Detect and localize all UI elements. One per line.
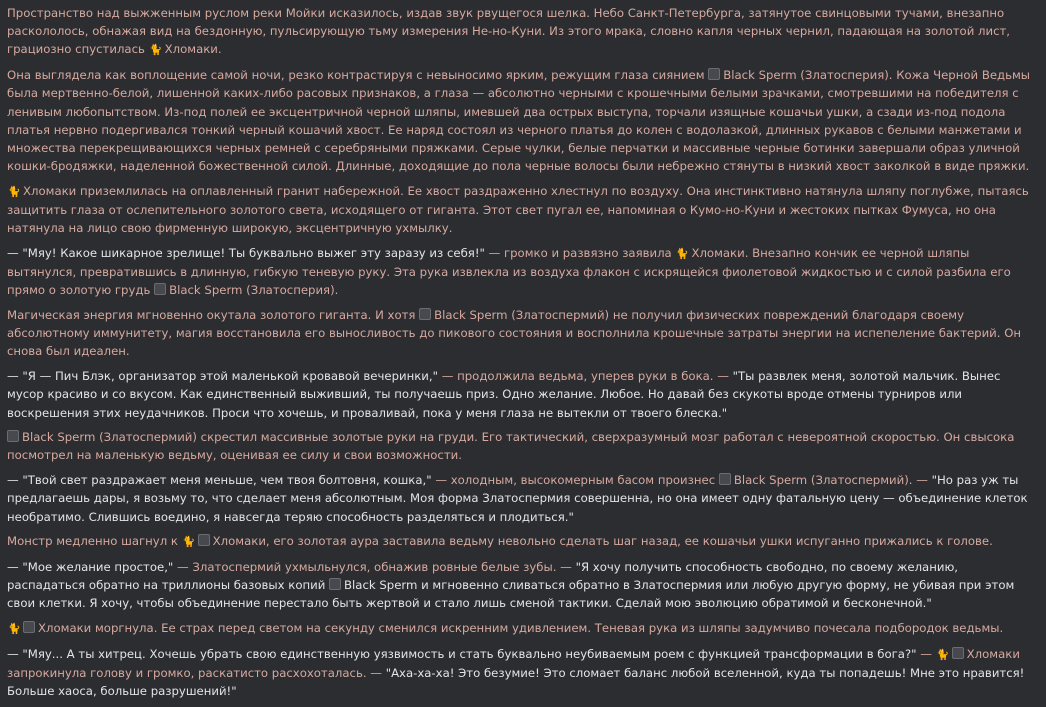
narration-text: Монстр медленно шагнул к <box>7 534 182 549</box>
narration-text: Пространство над выжженным руслом реки Мойки исказилось, издав звук рвущегося шелка. Небо Санкт-Петербурга, затянутое свинцовыми тучами, внезапно раскололось, обнажая вид на бездонную, пульсирующую тьму измерения Не-но-Куни. Из этого мрака, словно капля черных чернил, падающая на золотой лист, грациозно спустилась <box>7 6 1011 57</box>
dialogue-text: — "Мяу... А ты хитрец. Хочешь убрать свою единственную уязвимость и стать буквально неубиваемым роем с функцией трансформации в бога?" <box>7 646 917 661</box>
placeholder-box-icon <box>952 647 964 659</box>
narration-text: Хломаки моргнула. Ее страх перед светом на секунду сменился искренним удивлением. Теневая рука из шляпы задумчиво почесала подбородок ведьмы. <box>38 621 1004 636</box>
dialogue-text: "Аха-ха-ха! Это безумие! Это сломает баланс любой вселенной, куда ты попадешь! Мне это нравится! Больше хаоса, больше разрушений!" <box>7 666 1025 699</box>
story-paragraph <box>7 558 1039 613</box>
narration-text: Она выглядела как воплощение самой ночи, резко контрастируя с невыносимо ярким, режущим глаза сиянием <box>7 68 709 83</box>
narration-text: Black Sperm (Златоспермий) скрестил массивные золотые руки на груди. Его тактический, сверхразумный мозг работал с невероятной скоростью. Он свысока посмотрел на маленькую ведьму, оценивая ее силу и свои возможности. <box>7 430 1015 463</box>
narration-text: Black Sperm (Златоспермий). — <box>733 473 932 488</box>
story-paragraph <box>7 367 1039 422</box>
narration-text: — Златоспермий ухмыльнулся, обнажив ровные белые зубы. — <box>173 559 576 574</box>
narration-text: — холодным, высокомерным басом произнес <box>431 473 719 488</box>
story-paragraph <box>7 66 1039 175</box>
narration-text: Black Sperm (Златоспермий) не получил физических повреждений благодаря своему абсолютному иммунитету, магия восстановила его выносливость до пикового состояния и восполнила крошечные затраты энергии на испепеление бактерий. Он снова был идеален. <box>7 308 1022 359</box>
story-paragraph <box>7 182 1039 238</box>
dialogue-text: "Ты развлек меня, золотой мальчик. Вынес мусор красиво и со вкусом. Как единственный выживший, ты получаешь приз. Одно желание. Любое. Но давай без скукоты вроде отмены турниров или воскрешения этих неудачников. Проси что хочешь, и проваливай, пока у меня глаза не вытекли от твоего блеска." <box>7 369 1001 420</box>
story-paragraph <box>7 532 1039 551</box>
narration-text: — громко и развязно заявила <box>484 245 676 260</box>
narration-text: — продолжила ведьма, уперев руки в бока. — <box>437 369 733 384</box>
narration-text: Black Sperm (Златосперия). Кожа Черной Ведьмы была мертвенно-белой, лишенной каких-либо расовых признаков, а глаза — абсолютно черными с крошечными белыми зрачками, смотревшими на победителя с ленивым любопытством. Из-под полей ее эксцентричной черной шляпы, имевшей два острых выступа, торчали изящные кошачьи ушки, а сзади из-под подола платья нервно подергивался тонкий черный кошачий хвост. Ее наряд состоял из черного платья до колен с водолазкой, длинных рукавов с белыми манжетами и множества перекрещивающихся черных ремней с серебряными пряжками. Серые чулки, белые перчатки и массивные черные ботинки завершали образ уличной кошки-бродяжки, наделенной божественной силой. Длинные, доходящие до пола черные волосы были небрежно стянуты в низкий хвост заколкой в виде пряжки. <box>7 68 1031 174</box>
placeholder-box-icon <box>23 621 35 633</box>
cat-icon: 🐈 <box>7 185 21 198</box>
dialogue-text: "Я хочу получить способность свободно, по своему желанию, распадаться обратно на триллионы базовых копий <box>7 559 958 593</box>
placeholder-box-icon <box>7 430 19 442</box>
narration-text: Хломаки, его золотая аура заставила ведьму невольно сделать шаг назад, ее кошачьи ушки испуганно прижались к голове. <box>212 534 993 549</box>
narration-text: — <box>916 646 936 661</box>
cat-icon: 🐈 <box>936 648 950 661</box>
placeholder-box-icon <box>419 308 431 320</box>
cat-icon: 🐈 <box>149 44 163 57</box>
story-paragraph <box>7 619 1039 638</box>
story-paragraph <box>7 4 1039 60</box>
placeholder-box-icon <box>329 578 341 590</box>
placeholder-box-icon <box>719 473 731 485</box>
dialogue-text: "Но раз уж ты предлагаешь дары, я возьму то, что сделает меня абсолютным. Моя форма Златоспермия совершенна, но она имеет одну фатальную цену — объединение клеток необратимо. Слившись воедино, я навсегда теряю способность разделяться и плодиться." <box>7 473 1028 524</box>
dialogue-text: — "Мяу! Какое шикарное зрелище! Ты буквально выжег эту заразу из себя!" <box>7 245 485 260</box>
story-paragraph <box>7 428 1039 464</box>
dialogue-text: Black Sperm и мгновенно сливаться обратно в Златоспермия или любую другую форму, не убивая при этом свои клетки. Я хочу, чтобы объединение перестало быть жертвой и стало лишь сменой тактики. Сделай мою эволюцию обратимой и бесконечной." <box>7 578 1015 611</box>
story-feed <box>7 4 1039 707</box>
narration-text: Магическая энергия мгновенно окутала золотого гиганта. И хотя <box>7 308 420 323</box>
story-paragraph <box>7 244 1039 300</box>
dialogue-text: — "Я — Пич Блэк, организатор этой маленькой кровавой вечеринки," <box>7 369 438 384</box>
dialogue-text: — "Мое желание простое," <box>7 559 174 574</box>
placeholder-box-icon <box>154 283 166 295</box>
narration-text: Хломаки запрокинула голову и громко, раскатисто расхохоталась. — <box>7 646 1020 680</box>
story-paragraph <box>7 645 1039 701</box>
placeholder-box-icon <box>198 534 210 546</box>
placeholder-box-icon <box>708 68 720 80</box>
cat-icon: 🐈 <box>7 623 21 636</box>
story-paragraph <box>7 471 1039 526</box>
cat-icon: 🐈 <box>182 536 196 549</box>
cat-icon: 🐈 <box>675 247 689 260</box>
narration-text: Black Sperm (Златосперия). <box>169 283 339 298</box>
story-paragraph <box>7 306 1039 361</box>
narration-text: Хломаки. Внезапно кончик ее черной шляпы вытянулся, превратившись в длинную, гибкую теневую руку. Эта рука извлекла из воздуха флакон с искрящейся фиолетовой жидкостью и с силой разбила его прямо о золотую грудь <box>7 245 1011 298</box>
dialogue-text: — "Твой свет раздражает меня меньше, чем твоя болтовня, кошка," <box>7 473 432 488</box>
narration-text: Хломаки. <box>164 42 222 57</box>
narration-text: Хломаки приземлилась на оплавленный гранит набережной. Ее хвост раздраженно хлестнул по воздуху. Она инстинктивно натянула шляпу поглубже, пытаясь защитить глаза от ослепительного золотого света, исходящего от гиганта. Этот свет пугал ее, напоминая о Кумо-но-Куни и жестоких пытках Фумуса, но она натянула на лицо свою фирменную широкую, эксцентричную ухмылку. <box>7 183 1029 236</box>
